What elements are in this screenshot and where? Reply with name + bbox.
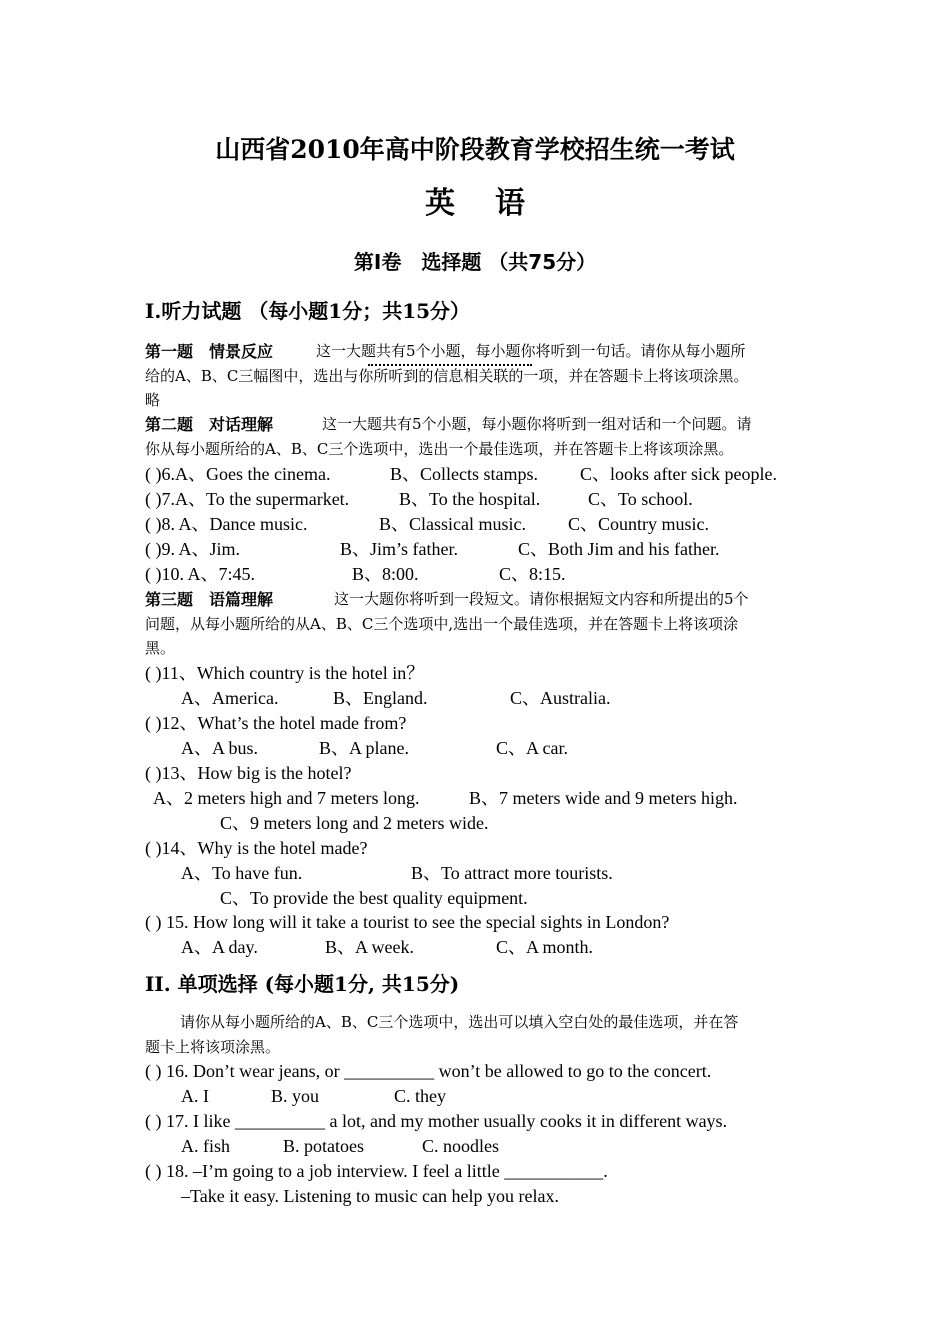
- question-7-a: ( )7.A、To the supermarket.: [145, 489, 350, 509]
- part-title: 第Ⅰ卷 选择题 （共75分）: [353, 250, 597, 274]
- question-15: ( ) 15. How long will it take a tourist to see the special sights in London?: [145, 912, 670, 932]
- single-choice-intro-2: 题卡上将该项涂黑。: [145, 1038, 281, 1056]
- question-16-b: B. you: [271, 1086, 320, 1106]
- question-17-a: A. fish: [181, 1136, 230, 1156]
- question-6: [145, 462, 777, 487]
- question-15-c: C、A month.: [496, 937, 594, 957]
- section2-instruction-2: 你从每小题所给的A、B、C三个选项中，选出一个最佳选项，并在答题卡上将该项涂黑。: [145, 440, 734, 458]
- question-11: ( )11、Which country is the hotel in？: [145, 663, 425, 683]
- question-14-options: [181, 861, 613, 886]
- question-8-b: B、Classical music.: [379, 514, 526, 534]
- question-15-options: [181, 935, 594, 960]
- question-15-b: B、A week.: [325, 937, 414, 957]
- single-choice-heading: II. 单项选择 (每小题1分, 共15分): [145, 972, 460, 996]
- question-10-b: B、8:00.: [352, 564, 419, 584]
- question-15-a: A、A day.: [181, 937, 258, 957]
- section3-instruction-2: 问题，从每小题所给的从A、B、C三个选项中,选出一个最佳选项，并在答题卡上将该项涂: [145, 615, 739, 633]
- section1-instruction: 这一大题共有5个小题，每小题你将听到一句话。请你从每小题所: [316, 342, 746, 360]
- question-13-c: C、9 meters long and 2 meters wide.: [220, 813, 489, 833]
- question-14-b: B、To attract more tourists.: [411, 863, 613, 883]
- section1-omitted: 略: [145, 391, 161, 409]
- question-7: [145, 487, 693, 512]
- question-17: ( ) 17. I like __________ a lot, and my mother usually cooks it in different ways.: [145, 1111, 728, 1131]
- question-10: [145, 562, 566, 587]
- question-12-a: A、A bus.: [181, 738, 259, 758]
- section3-title: 第三题 语篇理解: [145, 590, 274, 609]
- question-10-a: ( )10. A、7:45.: [145, 564, 255, 584]
- subject-title: 英语: [425, 186, 565, 221]
- single-choice-intro: 请你从每小题所给的A、B、C三个选项中，选出可以填入空白处的最佳选项，并在答: [180, 1013, 739, 1031]
- question-6-a: ( )6.A、Goes the cinema.: [145, 464, 331, 484]
- question-17-options: [181, 1134, 500, 1159]
- listening-heading: I.听力试题 （每小题1分；共15分）: [145, 299, 471, 323]
- question-11-c: C、Australia.: [510, 688, 611, 708]
- question-13-b: B、7 meters wide and 9 meters high.: [469, 788, 738, 808]
- question-12-c: C、A car.: [496, 738, 568, 758]
- question-9-c: C、Both Jim and his father.: [518, 539, 720, 559]
- question-14-a: A、To have fun.: [181, 863, 303, 883]
- question-18-reply: –Take it easy. Listening to music can help you relax.: [181, 1186, 559, 1206]
- question-12: ( )12、What’s the hotel made from?: [145, 713, 407, 733]
- question-8-c: C、Country music.: [568, 514, 710, 534]
- question-12-b: B、A plane.: [319, 738, 409, 758]
- section1-instruction-2: 给的A、B、C三幅图中，选出与你所听到的信息相关联的一项，并在答题卡上将该项涂黑。: [145, 367, 749, 385]
- question-11-b: B、England.: [333, 688, 428, 708]
- section2-title: 第二题 对话理解: [145, 415, 274, 434]
- question-16-options: [181, 1084, 446, 1109]
- question-16: ( ) 16. Don’t wear jeans, or __________ won’t be allowed to go to the concert.: [145, 1061, 712, 1081]
- question-12-options: [181, 736, 568, 761]
- question-18: ( ) 18. –I’m going to a job interview. I feel a little ___________.: [145, 1161, 608, 1181]
- question-10-c: C、8:15.: [499, 564, 566, 584]
- question-14-c: C、To provide the best quality equipment.: [220, 888, 528, 908]
- question-13-options: [153, 786, 738, 811]
- question-17-c: C. noodles: [422, 1136, 500, 1156]
- question-13: ( )13、How big is the hotel?: [145, 763, 352, 783]
- question-6-b: B、Collects stamps.: [390, 464, 538, 484]
- question-8-a: ( )8. A、Dance music.: [145, 514, 308, 534]
- exam-title: 山西省2010年高中阶段教育学校招生统一考试: [215, 135, 735, 164]
- section1-title: 第一题 情景反应: [145, 342, 274, 361]
- section2-instruction: 这一大题共有5个小题，每小题你将听到一组对话和一个问题。请: [322, 415, 752, 433]
- section3-instruction: 这一大题你将听到一段短文。请你根据短文内容和所提出的5个: [334, 590, 749, 608]
- question-9-a: ( )9. A、Jim.: [145, 539, 241, 559]
- question-16-a: A. I: [181, 1086, 209, 1106]
- question-8: [145, 512, 710, 537]
- question-13-a: A、2 meters high and 7 meters long.: [153, 788, 420, 808]
- question-14: ( )14、Why is the hotel made?: [145, 838, 368, 858]
- question-6-c: C、looks after sick people.: [580, 464, 777, 484]
- question-7-c: C、To school.: [588, 489, 693, 509]
- question-17-b: B. potatoes: [283, 1136, 364, 1156]
- question-9-b: B、Jim’s father.: [340, 539, 458, 559]
- question-11-a: A、America.: [181, 688, 279, 708]
- question-16-c: C. they: [394, 1086, 446, 1106]
- section3-instruction-3: 黑。: [145, 639, 176, 657]
- question-11-options: [181, 686, 611, 711]
- question-7-b: B、To the hospital.: [399, 489, 541, 509]
- question-9: [145, 537, 720, 562]
